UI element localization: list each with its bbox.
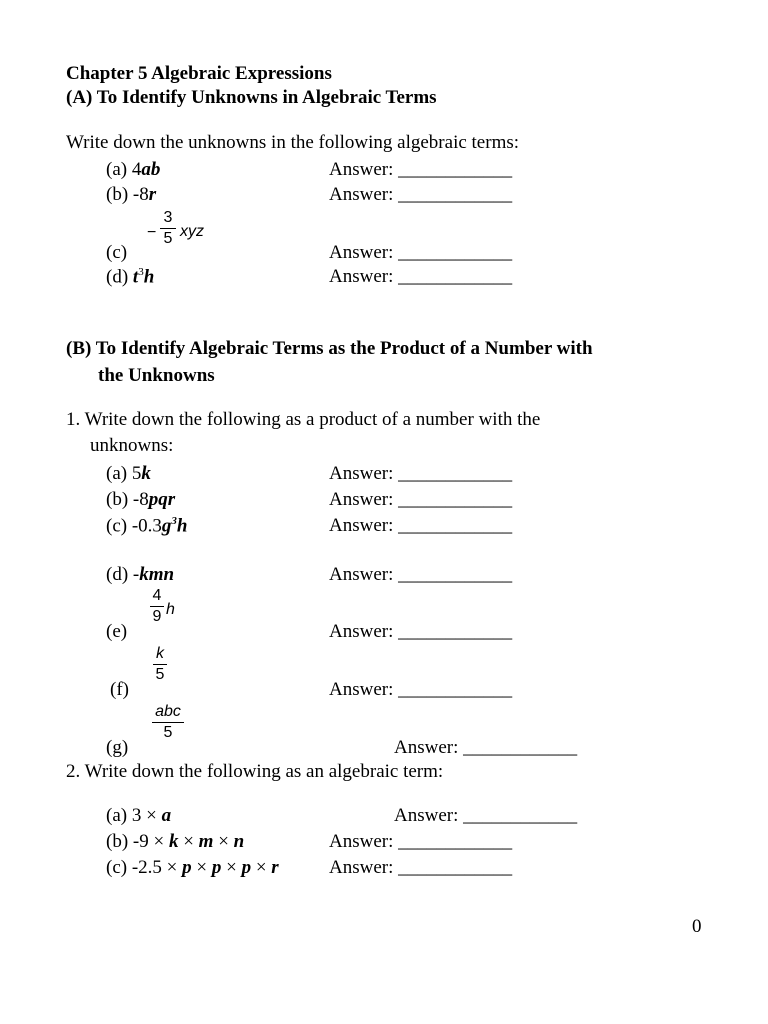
answer-line: Answer: ____________ xyxy=(329,184,513,205)
answer-line: Answer: ____________ xyxy=(329,242,513,263)
question-1-line1: 1. Write down the following as a product of a number with the xyxy=(66,409,541,430)
q2-item-a: (a) 3 × a xyxy=(106,805,172,826)
minus-sign: − xyxy=(147,224,157,241)
q1-item-e: (e) xyxy=(106,621,128,642)
answer-line: Answer: ____________ xyxy=(329,159,513,180)
question-2: 2. Write down the following as an algebraic term: xyxy=(66,761,444,782)
section-a-item-a: (a) 4ab xyxy=(106,159,161,180)
fraction-k-5: k 5 xyxy=(153,646,167,683)
section-a-item-d: (d) $t^3h$ xyxy=(106,266,155,288)
q1-item-g: (g) xyxy=(106,737,129,758)
chapter-title: Chapter 5 Algebraic Expressions xyxy=(66,63,332,84)
section-a-instruction: Write down the unknowns in the following algebraic terms: xyxy=(66,132,520,153)
q1-item-d: (d) -kmn xyxy=(106,564,175,585)
answer-line: Answer: ____________ xyxy=(329,679,513,700)
q2-item-b: (b) -9 × k × m × n xyxy=(106,831,245,852)
answer-line: Answer: ____________ xyxy=(329,857,513,878)
q1-item-a: (a) 5k xyxy=(106,463,151,484)
q1-item-c: (c) $-0.3g^3h$ xyxy=(106,515,188,537)
q1-item-f: (f) xyxy=(110,679,129,700)
fraction-3-5: 3 5 xyxy=(160,210,176,247)
section-a-item-c: (c) xyxy=(106,242,128,263)
answer-line: Answer: ____________ xyxy=(329,515,513,536)
answer-line: Answer: ____________ xyxy=(394,805,578,826)
question-1-line2: unknowns: xyxy=(90,435,174,456)
answer-line: Answer: ____________ xyxy=(329,463,513,484)
page-number: 0 xyxy=(692,916,702,937)
answer-line: Answer: ____________ xyxy=(329,266,513,287)
q1-item-b: (b) -8pqr xyxy=(106,489,176,510)
fraction-variable: h xyxy=(166,601,175,618)
section-b-heading-line1: (B) To Identify Algebraic Terms as the Product of a Number with xyxy=(66,338,593,359)
fraction-abc-5: abc 5 xyxy=(152,704,184,741)
answer-line: Answer: ____________ xyxy=(394,737,578,758)
section-b-heading-line2: the Unknowns xyxy=(98,365,215,386)
answer-line: Answer: ____________ xyxy=(329,489,513,510)
section-a-heading: (A) To Identify Unknowns in Algebraic Terms xyxy=(66,87,437,108)
section-a-item-b: (b) -8r xyxy=(106,184,157,205)
q2-item-c: (c) -2.5 × p × p × p × r xyxy=(106,857,279,878)
answer-line: Answer: ____________ xyxy=(329,621,513,642)
fraction-4-9: 4 9 xyxy=(150,588,164,625)
fraction-variable: xyz xyxy=(180,223,204,240)
answer-line: Answer: ____________ xyxy=(329,564,513,585)
answer-line: Answer: ____________ xyxy=(329,831,513,852)
